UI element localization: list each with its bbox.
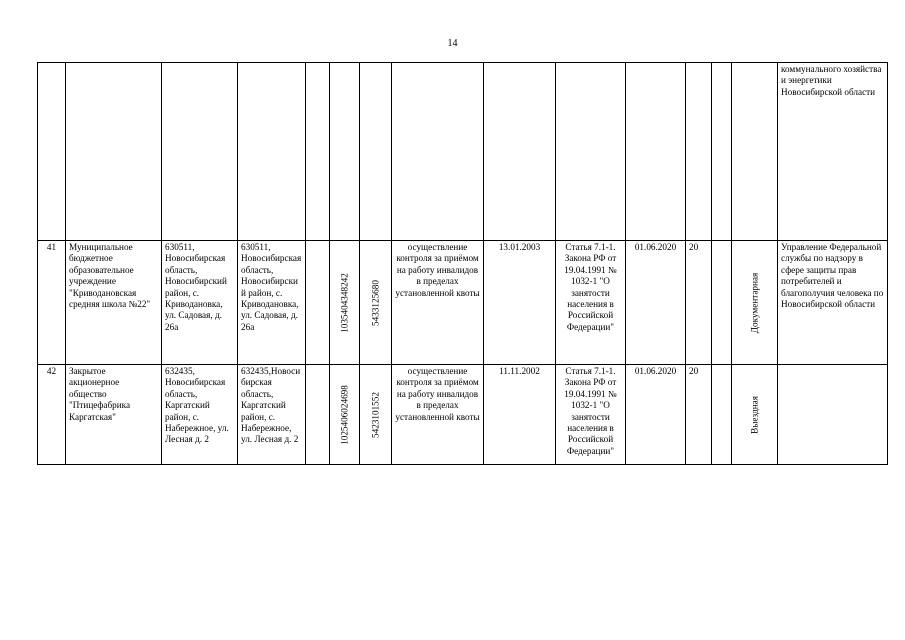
cell-inn: [360, 365, 392, 465]
cell-joint-authority: [778, 365, 888, 465]
cell-no: [38, 63, 66, 241]
form-value: Выездная: [748, 395, 759, 434]
cell-ogrn: [330, 241, 360, 365]
cell-address-actual: 632435,Новосибирская область, Каргатский район, с. Набережное, ул. Лесная д. 2: [238, 365, 306, 465]
cell-start-date: 01.06.2020: [626, 241, 686, 365]
cell-work-days: [686, 63, 712, 241]
inn-value: 5423101552: [369, 391, 380, 438]
form-value: Документарная: [748, 272, 759, 333]
cell-purpose: [392, 63, 484, 241]
inn-value: 5433125680: [369, 279, 380, 326]
cell-inn: [360, 63, 392, 241]
cell-basis: Статья 7.1-1. Закона РФ от 19.04.1991 № 1032-1 "О занятости населения в Российской Федерации": [556, 241, 626, 365]
cell-joint-authority: коммунального хозяйства и энергетики Новосибирской области: [778, 63, 888, 241]
cell-basis: Статья 7.1-1. Закона РФ от 19.04.1991 № 1032-1 "О занятости населения в Российской Федерации": [556, 365, 626, 465]
cell-name: Закрытое акционерное общество "Птицефабрика Каргатская": [66, 365, 162, 465]
cell-empty: [306, 241, 330, 365]
cell-start-date: 01.06.2020: [626, 365, 686, 465]
cell-address-actual: [238, 63, 306, 241]
cell-name: [66, 63, 162, 241]
ogrn-value: 1035404348242: [338, 272, 349, 333]
cell-inn: [360, 241, 392, 365]
cell-ogrn: [330, 365, 360, 465]
cell-empty: [306, 63, 330, 241]
cell-purpose: осуществление контроля за приёмом на работу инвалидов в пределах установленной квоты: [392, 365, 484, 465]
cell-no: 42: [38, 365, 66, 465]
cell-purpose: осуществление контроля за приёмом на работу инвалидов в пределах установленной квоты: [392, 241, 484, 365]
cell-address-actual: 630511, Новосибирская область, Новосибирский район, с. Криводановка, ул. Садовая, д. 26а: [238, 241, 306, 365]
cell-reg-date: 13.01.2003: [484, 241, 556, 365]
cell-form: [732, 63, 778, 241]
inspection-plan-table: [37, 62, 888, 465]
cell-start-date: [626, 63, 686, 241]
cell-name: Муниципальное бюджетное образовательное учреждение "Криводановская средняя школа №22": [66, 241, 162, 365]
cell-address-legal: [162, 63, 238, 241]
cell-reg-date: 11.11.2002: [484, 365, 556, 465]
cell-work-days: 20: [686, 365, 712, 465]
cell-empty: [306, 365, 330, 465]
ogrn-value: 1025406024698: [338, 384, 349, 445]
table-row: [38, 365, 888, 465]
table-row-carryover: [38, 63, 888, 241]
cell-address-legal: 630511, Новосибирская область, Новосибирский район, с. Криводановка, ул. Садовая, д. 26а: [162, 241, 238, 365]
cell-empty: [712, 365, 732, 465]
cell-reg-date: [484, 63, 556, 241]
cell-form: [732, 365, 778, 465]
page-number: 14: [447, 38, 458, 49]
cell-address-legal: 632435, Новосибирская область, Каргатский район, с. Набережное, ул. Лесная д. 2: [162, 365, 238, 465]
cell-empty: [712, 63, 732, 241]
cell-joint-authority: Управление Федеральной службы по надзору в сфере защиты прав потребителей и благополучия человека по Новосибирской области: [778, 241, 888, 365]
cell-form: [732, 241, 778, 365]
cell-no: 41: [38, 241, 66, 365]
cell-empty: [712, 241, 732, 365]
table-row: [38, 241, 888, 365]
cell-work-days: 20: [686, 241, 712, 365]
cell-basis: [556, 63, 626, 241]
cell-ogrn: [330, 63, 360, 241]
